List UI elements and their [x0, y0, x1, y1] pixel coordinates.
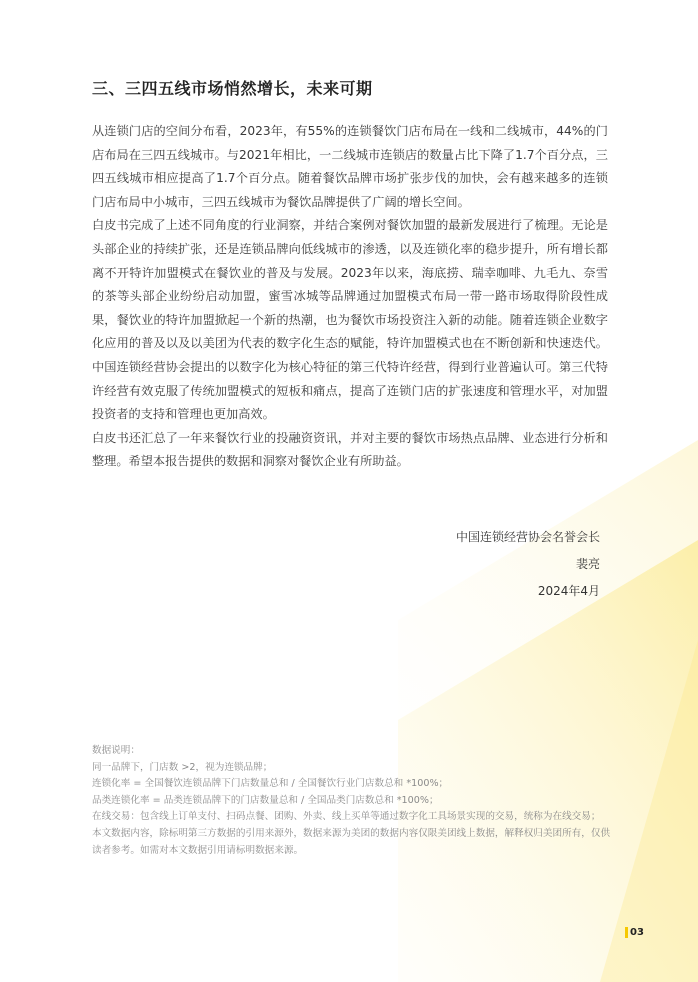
section-title: 三、三四五线市场悄然增长，未来可期 [92, 79, 373, 98]
paragraph: 从连锁门店的空间分布看，2023年，有55%的连锁餐饮门店布局在一线和二线城市，44%的门店布局在三四五线城市。与2021年相比，一二线城市连锁店的数量占比下降了1.7个百分点，三四五线城市相应提高了1.7个百分点。随着餐饮品牌市场扩张步伐的加快，会有越来越多的连锁门店布局中小城市，三四五线城市为餐饮品牌提供了广阔的增长空间。 [92, 124, 608, 209]
signature-org: 中国连锁经营协会名誉会长 [455, 530, 600, 544]
note-line: 本文数据内容，除标明第三方数据的引用来源外，数据来源为美团的数据内容仅限美团线上数据，解释权归美团所有，仅供读者参考。如需对本文数据引用请标明数据来源。 [92, 827, 611, 856]
page-number-accent-bar [625, 927, 628, 938]
note-line: 连锁化率 = 全国餐饮连锁品牌下门店数量总和 / 全国餐饮行业门店数总和 *100%； [92, 778, 449, 790]
signature-date: 2024年4月 [537, 584, 600, 598]
paragraph: 白皮书完成了上述不同角度的行业洞察，并结合案例对餐饮加盟的最新发展进行了梳理。无论是头部企业的持续扩张，还是连锁品牌向低线城市的渗透，以及连锁化率的稳步提升，所有增长都离不开特许加盟模式在餐饮业的普及与发展。2023年以来，海底捞、瑞幸咖啡、九毛九、奈雪的茶等头部企业纷纷启动加盟，蜜雪冰城等品牌通过加盟模式布局一带一路市场取得阶段性成果，餐饮业的特许加盟掀起一个新的热潮，也为餐饮市场投资注入新的动能。随着连锁企业数字化应用的普及以及以美团为代表的数字化生态的赋能，特许加盟模式也在不断创新和快速迭代。中国连锁经营协会提出的以数字化为核心特征的第三代特许经营，得到行业普遍认可。第三代特许经营有效克服了传统加盟模式的短板和痛点，提高了连锁门店的扩张速度和管理水平，对加盟投资者的支持和管理也更加高效。 [92, 218, 608, 422]
page-number-text: 03 [630, 927, 644, 938]
data-notes [92, 743, 612, 859]
signature-name: 裴亮 [575, 557, 600, 571]
page-number [625, 926, 644, 939]
body-text [92, 120, 608, 474]
note-line: 在线交易：包含线上订单支付、扫码点餐、团购、外卖、线上买单等通过数字化工具场景实现的交易，统称为在线交易； [92, 811, 601, 823]
note-line: 同一品牌下，门店数 >2，视为连锁品牌； [92, 761, 273, 773]
note-line: 品类连锁化率 = 品类连锁品牌下的门店数量总和 / 全国品类门店数总和 *100%； [92, 794, 439, 806]
paragraph: 白皮书还汇总了一年来餐饮行业的投融资资讯，并对主要的餐饮市场热点品牌、业态进行分析和整理。希望本报告提供的数据和洞察对餐饮企业有所助益。 [92, 430, 608, 469]
notes-heading: 数据说明： [92, 745, 140, 756]
